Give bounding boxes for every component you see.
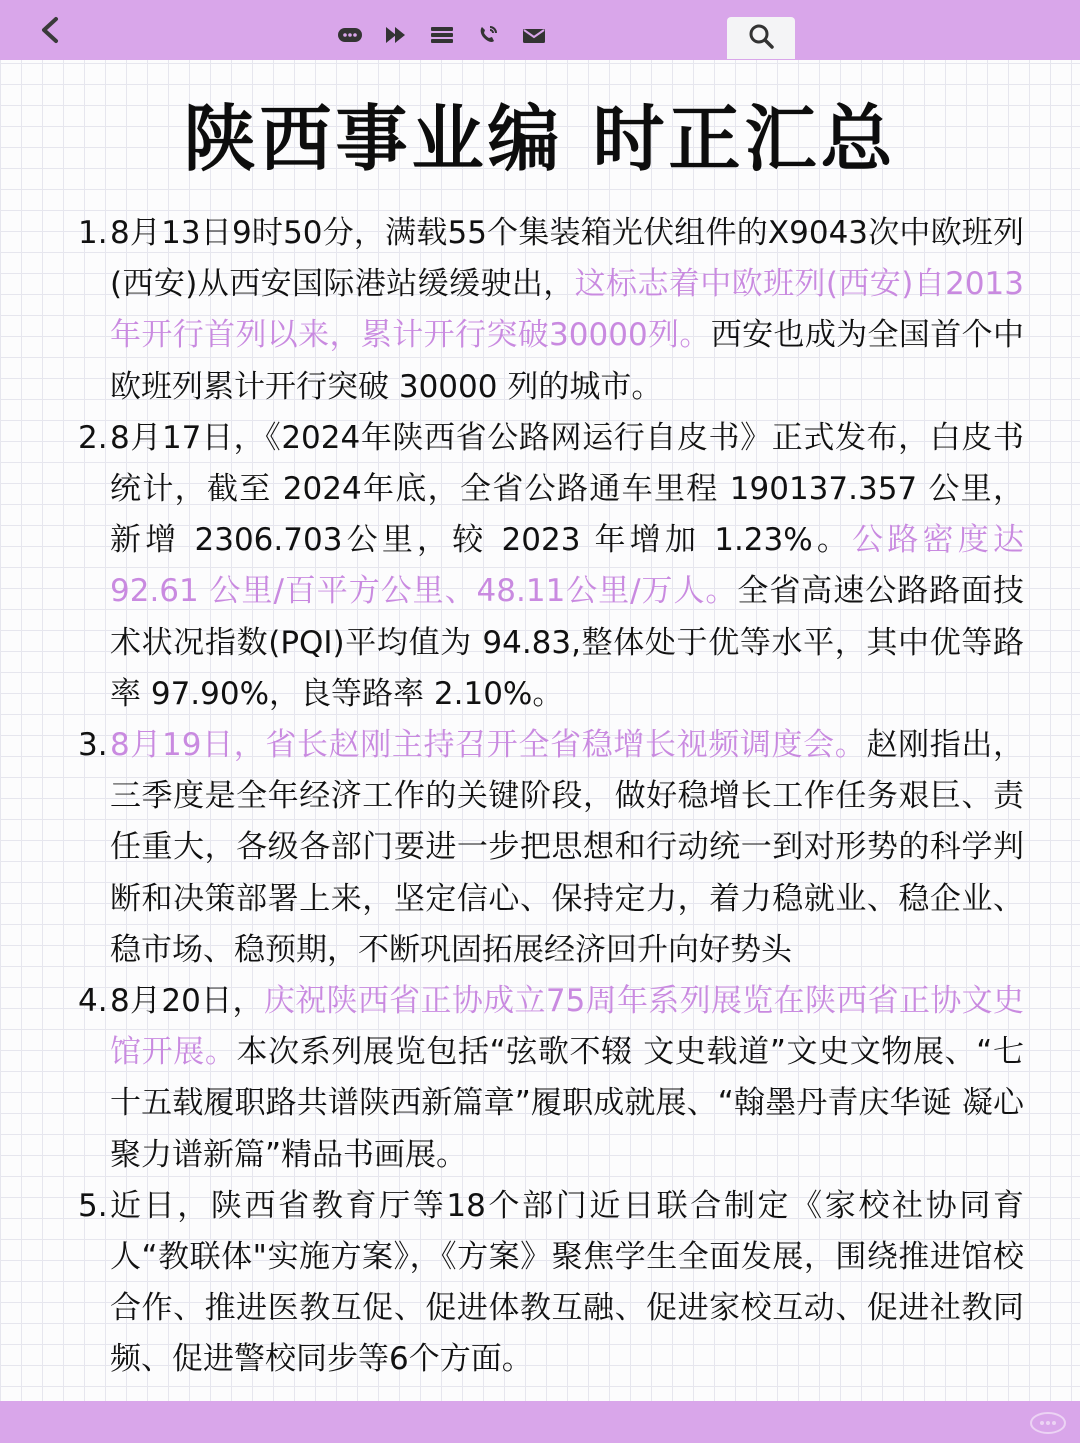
item-text: 8月17日，《2024年陕西省公路网运行自皮书》正式发布，白皮书统计，截至 2024年底，全省公路通车里程 190137.357 公里，新增 2306.703公里，较 2023 年增加 1.23%。 [110, 419, 1024, 559]
item-text: 8月20日， [110, 983, 264, 1020]
mail-icon[interactable] [520, 24, 548, 46]
item-highlight: 8月19日，省长赵刚主持召开全省稳增长视频调度会。 [110, 727, 867, 764]
item-text: 近日，陕西省教育厅等18个部门近日联合制定《家校社协同育人“教联体"实施方案》，《方案》聚焦学生全面发展，围绕推进馆校合作、推进医教互促、促进体教互融、促进家校互动、促进社教同频、促进警校同步等6个方面。 [110, 1187, 1024, 1378]
item-text: 全省高速公路路面技术状况指数(PQI)平均值为 94.83,整体处于优等水平，其中优等路率 97.90%，良等路率 2.10%。 [110, 573, 1024, 712]
item-body [110, 413, 1024, 720]
list-item [78, 976, 1024, 1181]
list-item [78, 720, 1024, 976]
forward-icon[interactable] [382, 24, 410, 46]
news-list [78, 208, 1024, 1386]
search-button[interactable] [727, 17, 795, 59]
item-number: 2. [78, 419, 108, 456]
item-body [110, 720, 1024, 976]
list-item [78, 208, 1024, 413]
item-number: 3. [78, 727, 108, 764]
chat-bubble-icon[interactable] [336, 24, 364, 46]
item-number: 1. [78, 215, 108, 251]
item-number: 4. [78, 983, 108, 1020]
menu-lines-icon[interactable] [428, 24, 456, 46]
watermark-icon [1028, 1409, 1068, 1437]
search-icon [747, 22, 775, 54]
item-highlight: 庆祝陕西省正协成立75周年系列展览在陕西省正协文史馆开展。 [110, 983, 1024, 1071]
top-bar [0, 0, 1080, 60]
item-highlight: 公路密度达 92.61 公里/百平方公里、48.11公里/万人。 [110, 522, 1024, 610]
item-body [110, 208, 1024, 413]
list-item [78, 1181, 1024, 1386]
item-body [110, 976, 1024, 1181]
back-chevron-icon[interactable] [34, 14, 66, 46]
item-text: 8月13日9时50分，满载55个集装箱光伏组件的X9043次中欧班列(西安)从西安国际港站缓缓驶出， [110, 215, 1024, 303]
item-text: 本次系列展览包括“弦歌不辍 文史载道”文史文物展、“七十五载履职路共谱陕西新篇章”履职成就展、“翰墨丹青庆华诞 凝心聚力谱新篇”精品书画展。 [110, 1034, 1024, 1173]
item-text: 赵刚指出，三季度是全年经济工作的关键阶段，做好稳增长工作任务艰巨、责任重大，各级各部门要进一步把思想和行动统一到对形势的科学判断和决策部署上来，坚定信心、保持定力，着力稳就业、稳企业、稳市场、稳预期，不断巩固拓展经济回升向好势头 [110, 727, 1024, 968]
list-item [78, 413, 1024, 720]
page-title: 陕西事业编 时正汇总 [183, 97, 897, 181]
item-body [110, 1181, 1024, 1386]
item-highlight: 这标志着中欧班列(西安)自2013年开行首列以来，累计开行突破30000列。 [110, 266, 1024, 354]
phone-icon[interactable] [474, 24, 502, 46]
bottom-bar [0, 1401, 1080, 1443]
toolbar [336, 24, 548, 46]
item-number: 5. [78, 1187, 108, 1224]
item-text: 西安也成为全国首个中欧班列累计开行突破 30000 列的城市。 [110, 317, 1024, 405]
